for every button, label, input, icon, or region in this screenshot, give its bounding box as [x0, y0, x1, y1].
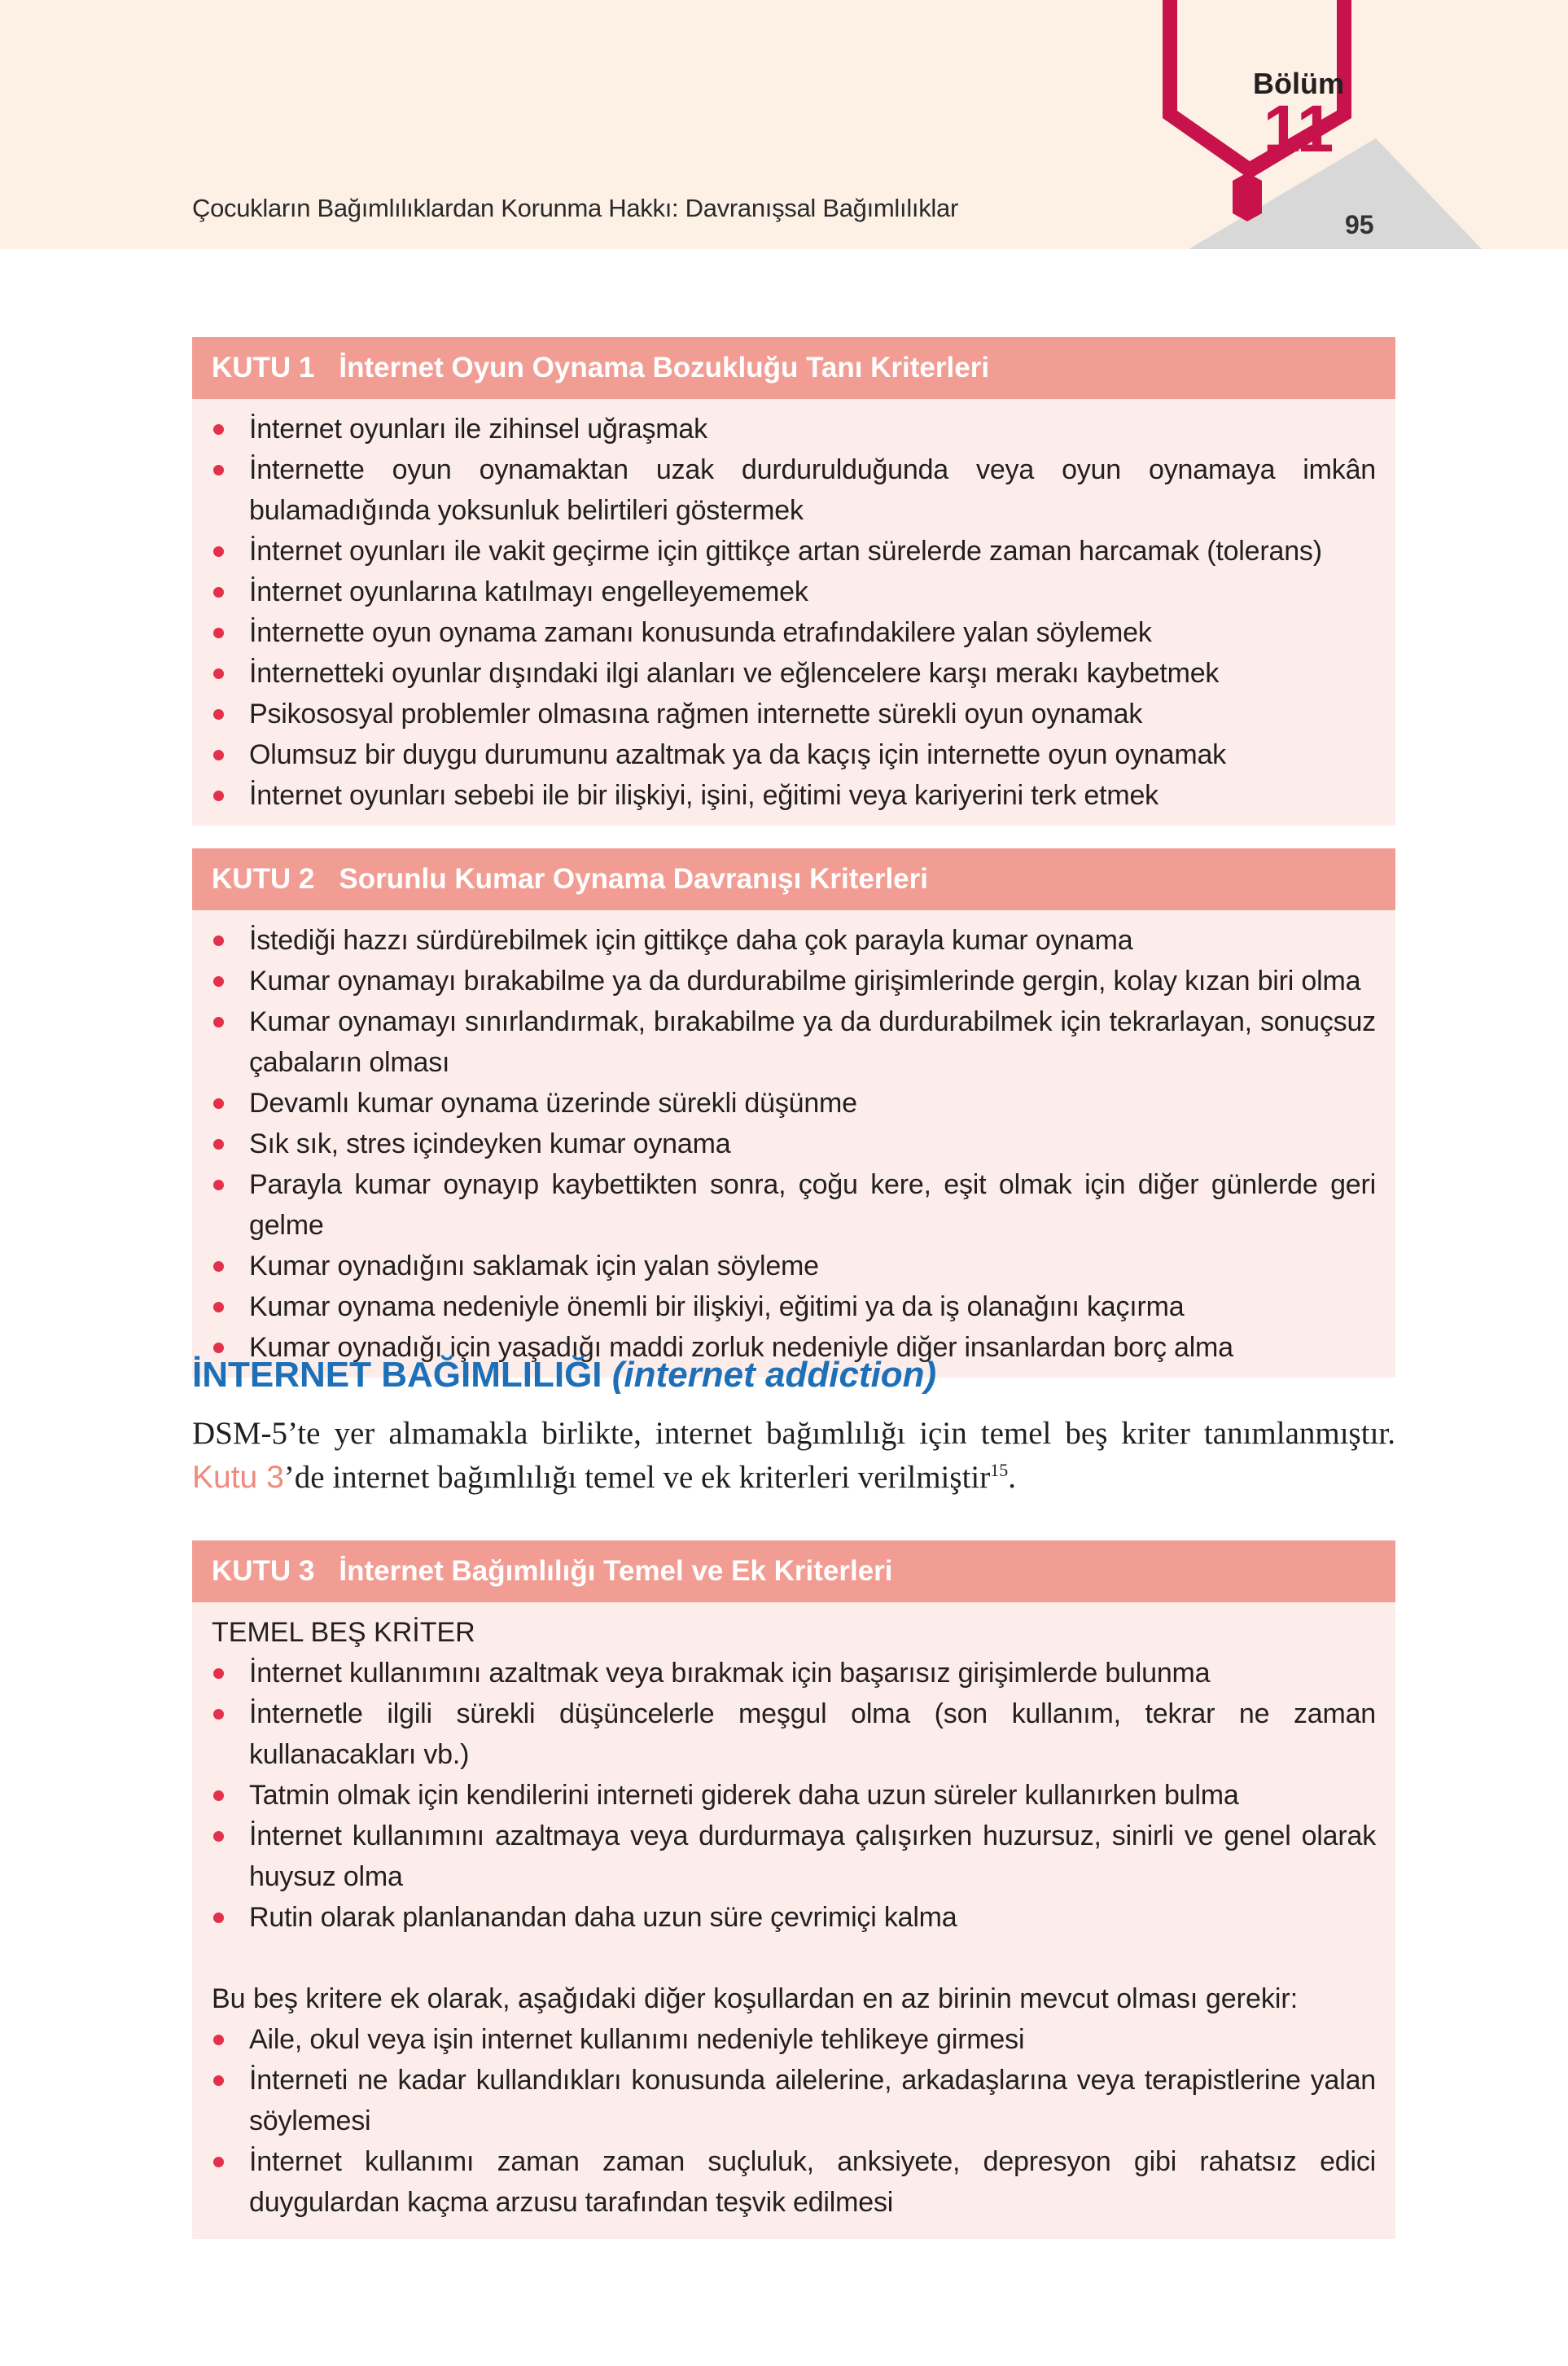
list-item: Kumar oynamayı sınırlandırmak, bırakabilme ya da durdurabilmek için tekrarlayan, sonuçsuz çabaların olması	[212, 1001, 1376, 1083]
list-item: Kumar oynadığını saklamak için yalan söyleme	[212, 1246, 1376, 1286]
box-3-title: İnternet Bağımlılığı Temel ve Ek Kriterleri	[339, 1555, 893, 1587]
box-2-title: Sorunlu Kumar Oynama Davranışı Kriterleri	[339, 863, 928, 895]
list-item: Sık sık, stres içindeyken kumar oynama	[212, 1124, 1376, 1164]
box-1-number: KUTU 1	[212, 352, 315, 383]
list-item: İstediği hazzı sürdürebilmek için gittikçe daha çok parayla kumar oynama	[212, 920, 1376, 961]
paragraph-text-1: DSM-5’te yer almamakla birlikte, internet bağımlılığı için temel beş kriter tanımlanmıştır.	[192, 1416, 1395, 1451]
section-heading	[192, 1355, 936, 1396]
box-3-core-list	[212, 1653, 1376, 1938]
list-item: İnternet kullanımını azaltmak veya bırakmak için başarısız girişimlerde bulunma	[212, 1653, 1376, 1693]
box-2-list	[212, 920, 1376, 1368]
citation-superscript: 15	[990, 1460, 1009, 1480]
list-item: Tatmin olmak için kendilerini interneti giderek daha uzun süreler kullanırken bulma	[212, 1775, 1376, 1816]
list-item: Rutin olarak planlanandan daha uzun süre çevrimiçi kalma	[212, 1897, 1376, 1938]
list-item: İnternet oyunları ile zihinsel uğraşmak	[212, 409, 1376, 449]
section-heading-text: İNTERNET BAĞIMLILIĞI	[192, 1355, 602, 1395]
body-paragraph	[192, 1412, 1395, 1500]
box-1-title: İnternet Oyun Oynama Bozukluğu Tanı Kriterleri	[339, 352, 990, 383]
running-title: Çocukların Bağımlılıklardan Korunma Hakkı: Davranışsal Bağımlılıklar	[192, 194, 958, 222]
box-2-header	[192, 848, 1395, 910]
box-3-number: KUTU 3	[212, 1555, 315, 1587]
list-item: İnternetle ilgili sürekli düşüncelerle meşgul olma (son kullanım, tekrar ne zaman kullanacakları vb.)	[212, 1693, 1376, 1775]
chapter-label: Bölüm	[1253, 67, 1344, 100]
list-item: Olumsuz bir duygu durumunu azaltmak ya da kaçış için internette oyun oynamak	[212, 734, 1376, 775]
hexagon-icon	[1233, 173, 1262, 221]
list-item: İnternet oyunları sebebi ile bir ilişkiyi, işini, eğitimi veya kariyerini terk etmek	[212, 775, 1376, 816]
chapter-number: 11	[1263, 92, 1334, 166]
list-item: Kumar oynadığı için yaşadığı maddi zorluk nedeniyle diğer insanlardan borç alma	[212, 1327, 1376, 1368]
box-1-header	[192, 337, 1395, 399]
box-1	[192, 337, 1395, 826]
list-item: İnternette oyun oynama zamanı konusunda etrafındakilere yalan söylemek	[212, 612, 1376, 653]
list-item: İnternet kullanımını azaltmaya veya durdurmaya çalışırken huzursuz, sinirli ve genel olarak huysuz olma	[212, 1816, 1376, 1897]
list-item: Kumar oynamayı bırakabilme ya da durdurabilme girişimlerinde gergin, kolay kızan biri olma	[212, 961, 1376, 1001]
list-item: İnternet kullanımı zaman zaman suçluluk, anksiyete, depresyon gibi rahatsız edici duygulardan kaçma arzusu tarafından teşvik edilmesi	[212, 2141, 1376, 2223]
page-number: 95	[1345, 210, 1374, 239]
list-item: Aile, okul veya işin internet kullanımı nedeniyle tehlikeye girmesi	[212, 2019, 1376, 2060]
list-item: İnternette oyun oynamaktan uzak durdurulduğunda veya oyun oynamaya imkân bulamadığında yoksunluk belirtileri göstermek	[212, 449, 1376, 531]
list-item: İnternet oyunları ile vakit geçirme için gittikçe artan sürelerde zaman harcamak (tolerans)	[212, 531, 1376, 572]
section-heading-english: (internet addiction)	[611, 1355, 937, 1395]
box-2-number: KUTU 2	[212, 863, 315, 895]
box-3-subheading: TEMEL BEŞ KRİTER	[212, 1617, 475, 1648]
list-item: İnternetteki oyunlar dışındaki ilgi alanları ve eğlencelere karşı merakı kaybetmek	[212, 653, 1376, 694]
list-item: Devamlı kumar oynama üzerinde sürekli düşünme	[212, 1083, 1376, 1124]
list-item: İnternet oyunlarına katılmayı engelleyememek	[212, 572, 1376, 612]
box-3	[192, 1540, 1395, 2239]
box-1-list	[212, 409, 1376, 816]
box-3-additional-list	[212, 2019, 1376, 2223]
paragraph-end: .	[1008, 1460, 1016, 1495]
box-3-reference-link[interactable]: Kutu 3	[192, 1460, 284, 1495]
list-item: Psikososyal problemler olmasına rağmen internette sürekli oyun oynamak	[212, 694, 1376, 734]
box-3-header	[192, 1540, 1395, 1602]
list-item: Parayla kumar oynayıp kaybettikten sonra, çoğu kere, eşit olmak için diğer günlerde geri gelme	[212, 1164, 1376, 1246]
paragraph-text-2: ’de internet bağımlılığı temel ve ek kriterleri verilmiştir	[283, 1460, 991, 1495]
box-3-additional-intro: Bu beş kritere ek olarak, aşağıdaki diğer koşullardan en az birinin mevcut olması gerekir:	[212, 1983, 1299, 2014]
list-item: İnterneti ne kadar kullandıkları konusunda ailelerine, arkadaşlarına veya terapistlerine yalan söylemesi	[212, 2060, 1376, 2141]
list-item: Kumar oynama nedeniyle önemli bir ilişkiyi, eğitimi ya da iş olanağını kaçırma	[212, 1286, 1376, 1327]
box-2	[192, 848, 1395, 1378]
